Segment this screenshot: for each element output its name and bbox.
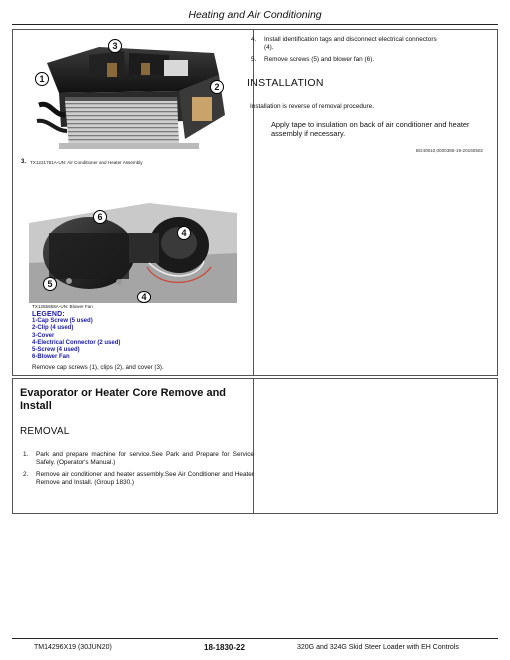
tape-note: Apply tape to insulation on back of air conditioner and heater assembly if necessary. bbox=[271, 120, 470, 139]
figure-ac-heater-assembly bbox=[29, 35, 237, 155]
legend-title: LEGEND: bbox=[32, 311, 65, 318]
procedure-box-blower bbox=[12, 29, 498, 376]
ac-heater-assembly-illustration bbox=[29, 35, 237, 155]
footer-page-number: 18-1830-22 bbox=[204, 643, 245, 652]
footer-model: 320G and 324G Skid Steer Loader with EH Controls bbox=[297, 644, 459, 651]
section-title: Evaporator or Heater Core Remove and Install bbox=[20, 387, 227, 412]
remove-cap-screws-text: Remove cap screws (1), clips (2), and cover (3). bbox=[32, 364, 164, 371]
reference-code: BG40810,0000385-19-20160502 bbox=[415, 148, 483, 153]
step-number: 1. bbox=[23, 451, 29, 458]
footer-rule bbox=[12, 638, 498, 639]
figure1-caption: TX1221761A-UN: Air Conditioner and Heater Assembly bbox=[30, 160, 143, 165]
legend-item: 6-Blower Fan bbox=[32, 354, 70, 361]
callout-4-lower: 4 bbox=[137, 291, 151, 303]
legend-item: 3-Cover bbox=[32, 332, 55, 339]
installation-text: Installation is reverse of removal procedure. bbox=[250, 103, 374, 110]
legend-item: 4-Electrical Connector (2 used) bbox=[32, 339, 121, 346]
callout-6: 6 bbox=[93, 210, 107, 224]
callout-4-upper: 4 bbox=[177, 226, 191, 240]
installation-heading: INSTALLATION bbox=[247, 77, 324, 89]
step-4-line-2: (4). bbox=[264, 44, 274, 51]
legend-item: 1-Cap Screw (5 used) bbox=[32, 318, 93, 325]
running-header: Heating and Air Conditioning bbox=[188, 9, 322, 21]
footer-manual-id: TM14296X19 (30JUN20) bbox=[34, 644, 112, 651]
step-text bbox=[264, 36, 437, 52]
header-rule bbox=[12, 24, 498, 25]
removal-heading: REMOVAL bbox=[20, 426, 70, 437]
callout-2: 2 bbox=[210, 80, 224, 94]
step-text: Remove screws (5) and blower fan (6). bbox=[264, 56, 375, 63]
step-text: Remove air conditioner and heater assembly.See Air Conditioner and Heater Remove and Install. (Group 1830.) bbox=[36, 471, 254, 487]
step-text: Park and prepare machine for service.See Park and Prepare for Service Safely. (Operator's Manual.) bbox=[36, 451, 254, 467]
step-number: 2. bbox=[23, 471, 29, 478]
blower-fan-illustration bbox=[29, 183, 237, 303]
step-number: 5. bbox=[251, 56, 257, 63]
figure-blower-fan bbox=[29, 183, 237, 303]
step-number: 4. bbox=[251, 36, 257, 43]
legend-item: 2-Clip (4 used) bbox=[32, 325, 74, 332]
step-4-line-1: Install identification tags and disconnect electrical connectors bbox=[264, 36, 437, 43]
procedure-box-evaporator bbox=[12, 378, 498, 514]
legend-item: 5-Screw (4 used) bbox=[32, 347, 80, 354]
callout-3: 3 bbox=[108, 39, 122, 53]
figure2-caption: TX1255658A-UN: Blower Fan bbox=[32, 304, 93, 309]
callout-5: 5 bbox=[43, 277, 57, 291]
legend bbox=[32, 311, 120, 361]
callout-1: 1 bbox=[35, 72, 49, 86]
step-3-number: 3. bbox=[21, 159, 27, 165]
